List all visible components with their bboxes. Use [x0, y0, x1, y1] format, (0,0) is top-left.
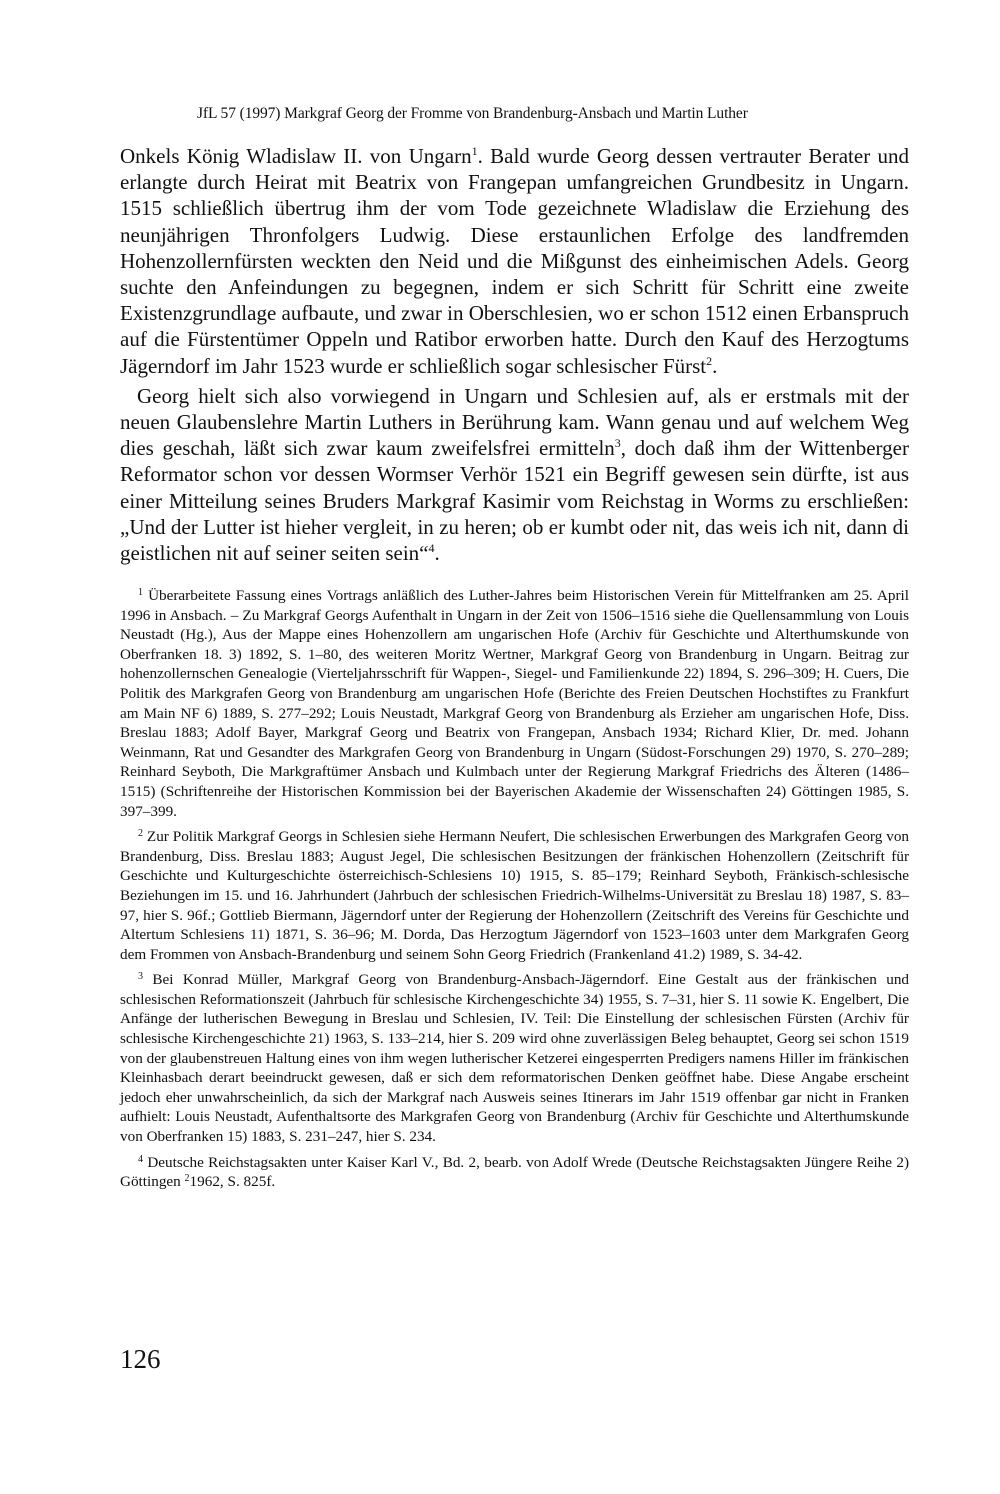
footnote-1 [120, 586, 909, 821]
footnote-text: Bei Konrad Müller, Markgraf Georg von Brandenburg-Ansbach-Jägerndorf. Eine Gestalt aus der fränkischen und schlesischen Reformationszeit (Jahrbuch für schlesische Kirchengeschichte 34) 1955, S. 7–31, hier S. 11 sowie K. Engelbert, Die Anfänge der lutherischen Bewegung in Breslau und Schlesien, IV. Teil: Die Einstellung der schlesischen Fürsten (Archiv für schlesische Kirchengeschichte 21) 1963, S. 133–214, hier S. 209 wird ohne zuverlässigen Beleg behauptet, Georg sei schon 1519 von der glaubenstreuen Haltung eines von ihm wegen lutherischer Ketzerei eingesperrten Predigers namens Hiller im fränkischen Kleinhasbach derart beeindruckt gewesen, daß er sich dem reformatorischen Denken geöffnet habe. Diese Angabe erscheint jedoch eher unwahrscheinlich, da sich der Markgraf nach Ausweis seines Itinerars im Jahr 1519 offenbar gar nicht in Franken aufhielt: Louis Neustadt, Aufenthaltsorte des Markgrafen Georg von Brandenburg (Archiv für Geschichte und Alterthumskunde von Oberfranken 15) 1883, S. 231–247, hier S. 234. [120, 971, 910, 1146]
page-number: 126 [120, 1344, 161, 1374]
paragraph-2-text-b: , doch daß ihm der Wittenberger Reformator schon vor dessen Wormser Verhör 1521 ein Begriff gewesen sein dürfte, ist aus einer Mitteilung seines Bruders Markgraf Kasimir vom Reichstag in Worms zu erschließen: „Und der Lutter ist hieher vergleit, in zu heren; ob er kumbt oder nit, das weis ich nit, dann di geistlichen nit auf seiner seiten sein“ [120, 436, 909, 566]
footnote-number: 2 [138, 828, 143, 840]
paragraph-2-text-c: . [434, 541, 440, 566]
footnote-number: 1 [138, 587, 143, 598]
footnote-2 [120, 827, 909, 964]
footnote-number: 4 [138, 1153, 143, 1165]
footnote-ref-1[interactable]: 1 [471, 144, 478, 158]
body-paragraph-1 [120, 143, 909, 379]
footnote-4 [120, 1153, 909, 1192]
footnote-3 [120, 970, 909, 1146]
paragraph-1-text-b: . Bald wurde Georg dessen vertrauter Berater und erlangte durch Heirat mit Beatrix von Frangepan umfangreichen Grundbesitz in Ungarn. 1515 schließlich übertrug ihm der vom Tode gezeichnete Wladislaw die Erziehung des neunjährigen Thronfolgers Ludwig. Diese erstaunlichen Erfolge des landfremden Hohenzollernfürsten weckten den Neid und die Mißgunst des einheimischen Adels. Georg suchte den Anfeindungen zu begegnen, indem er sich Schritt für Schritt eine zweite Existenzgrundlage aufbaute, und zwar in Oberschlesien, wo er schon 1512 einen Erbanspruch auf die Fürstentümer Oppeln und Ratibor erworben hatte. Durch den Kauf des Herzogtums Jägerndorf im Jahr 1523 wurde er schließlich sogar schlesischer Fürst [120, 144, 909, 378]
footnote-number: 3 [138, 971, 143, 983]
footnotes [120, 586, 909, 1198]
edition-superscript: 2 [184, 1173, 190, 1185]
paragraph-1-text-a: Onkels König Wladislaw II. von Ungarn [120, 144, 472, 168]
paragraph-2-text-a: Georg hielt sich also vorwiegend in Ungarn und Schlesien auf, als er erstmals mit der neuen Glaubenslehre Martin Luthers in Berührung kam. Wann genau und auf welchem Weg dies geschah, läßt sich zwar kaum zweifelsfrei ermitteln [120, 383, 909, 461]
footnote-text: Zur Politik Markgraf Georgs in Schlesien siehe Hermann Neufert, Die schlesischen Erwerbungen des Markgrafen Georg von Brandenburg, Diss. Breslau 1883; August Jegel, Die schlesischen Besitzungen der fränkischen Hohenzollern (Zeitschrift für Geschichte und Kulturgeschichte österreichisch-Schlesiens 10) 1915, S. 85–179; Reinhard Seyboth, Fränkisch-schlesische Beziehungen im 15. und 16. Jahrhundert (Jahrbuch der schlesischen Friedrich-Wilhelms-Universität zu Breslau 18) 1987, S. 83–97, hier S. 96f.; Gottlieb Biermann, Jägerndorf unter der Regierung der Hohenzollern (Zeitschrift des Vereins für Geschichte und Altertum Schlesiens 11) 1871, S. 36–96; M. Dorda, Das Herzogtum Jägerndorf von 1523–1603 unter dem Markgrafen Georg dem Frommen von Ansbach-Brandenburg und seinem Sohn Georg Friedrich (Frankenland 41.2) 1989, S. 34-42. [120, 828, 910, 963]
body-paragraph-2 [120, 383, 909, 566]
footnote-text-a: Deutsche Reichstagsakten unter Kaiser Karl V., Bd. 2, bearb. von Adolf Wrede (Deutsche Reichstagsakten Jüngere Reihe 2) Göttingen [120, 1153, 910, 1191]
main-text [120, 143, 909, 566]
footnote-ref-3[interactable]: 3 [614, 436, 621, 451]
footnote-ref-4[interactable]: 4 [428, 541, 435, 556]
footnote-text: Überarbeitete Fassung eines Vortrags anläßlich des Luther-Jahres beim Historischen Verein für Mittelfranken am 25. April 1996 in Ansbach. – Zu Markgraf Georgs Aufenthalt in Ungarn in der Zeit von 1506–1516 siehe die Quellensammlung von Louis Neustadt (Hg.), Aus der Mappe eines Hohenzollern am ungarischen Hofe (Archiv für Geschichte und Alterthumskunde von Oberfranken 18. 3) 1892, S. 1–80, des weiteren Moritz Wertner, Markgraf Georg von Brandenburg in Ungarn. Beitrag zur hohenzollernschen Genealogie (Vierteljahrsschrift für Wappen-, Siegel- und Familienkunde 22) 1894, S. 296–309; H. Cuers, Die Politik des Markgrafen Georg von Brandenburg am ungarischen Hofe (Berichte des Freien Deutschen Hochstiftes zu Frankfurt am Main NF 6) 1889, S. 277–292; Louis Neustadt, Markgraf Georg von Brandenburg als Erzieher am ungarischen Hofe, Diss. Breslau 1883; Adolf Bayer, Markgraf Georg und Beatrix von Frangepan, Ansbach 1934; Richard Klier, Dr. med. Johann Weinmann, Rat und Gesandter des Markgrafen Georg von Brandenburg in Ungarn (Südost-Forschungen 29) 1970, S. 270–289; Reinhard Seyboth, Die Markgraftümer Ansbach und Kulmbach unter der Regierung Markgraf Friedrichs des Älteren (1486–1515) (Schriftenreihe der Historischen Kommission bei der Bayerischen Akademie der Wissenschaften 24) Göttingen 1985, S. 397–399. [120, 587, 909, 820]
footnote-text-b: 1962, S. 825f. [189, 1173, 276, 1191]
running-header: JfL 57 (1997) Markgraf Georg der Fromme von Brandenburg-Ansbach und Martin Luther [197, 105, 748, 122]
paragraph-1-text-c: . [712, 353, 718, 378]
footnote-ref-2[interactable]: 2 [706, 353, 713, 368]
